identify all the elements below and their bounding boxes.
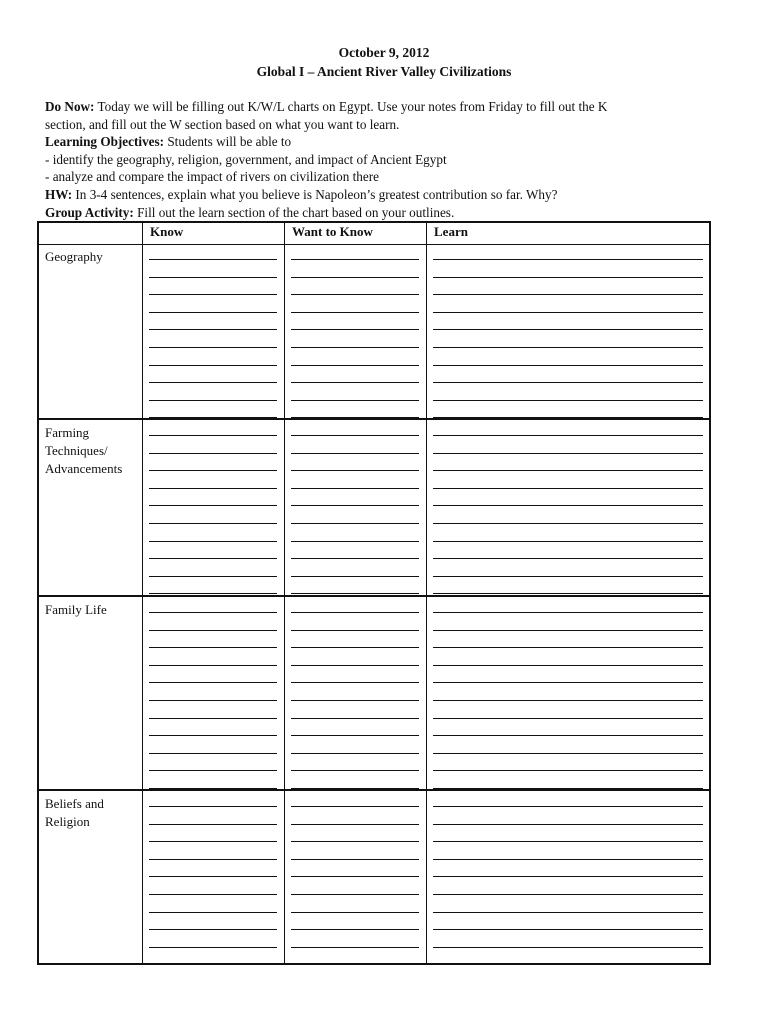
worksheet-date: October 9, 2012 [338,45,430,60]
writing-line [291,788,419,789]
writing-line [291,735,419,736]
writing-line [149,593,277,594]
writing-line [433,682,703,683]
writing-line [149,365,277,366]
writing-line [291,576,419,577]
writing-line [291,523,419,524]
writing-line [149,753,277,754]
writing-line [433,523,703,524]
writing-line [291,435,419,436]
homework-line [45,186,735,204]
objectives-text: Students will be able to [164,134,292,150]
group-activity-label: Group Activity: [45,204,134,220]
writing-line [291,770,419,771]
do-now-line [45,98,735,116]
writing-line [433,417,703,418]
writing-line [149,523,277,524]
writing-line [291,647,419,648]
writing-line [433,329,703,330]
writing-line [149,417,277,418]
section-geography [39,244,709,420]
homework-text: In 3-4 sentences, explain what you believe is Napoleon’s greatest contribution so far. Why? [72,186,558,202]
writing-line [433,612,703,613]
writing-line [291,365,419,366]
writing-line [433,859,703,860]
writing-line [149,841,277,842]
writing-line [433,558,703,559]
writing-line [291,665,419,666]
writing-line [433,929,703,930]
writing-line [149,488,277,489]
writing-line [291,294,419,295]
writing-line [291,259,419,260]
section-family-life [39,597,709,791]
writing-line [149,347,277,348]
writing-line [433,718,703,719]
writing-line [149,453,277,454]
group-activity-text: Fill out the learn section of the chart based on your outlines. [133,204,455,220]
writing-line [433,788,703,789]
writing-line [433,824,703,825]
worksheet-title: Global I – Ancient River Valley Civilizations [256,64,512,79]
kwl-chart [37,221,711,965]
writing-line [433,400,703,401]
writing-line [291,505,419,506]
writing-line [433,435,703,436]
writing-line [433,294,703,295]
writing-line [433,541,703,542]
writing-line [149,806,277,807]
writing-line [433,647,703,648]
writing-line [433,876,703,877]
writing-line [149,630,277,631]
writing-line [433,277,703,278]
writing-line [149,876,277,877]
writing-line [433,947,703,948]
writing-line [149,329,277,330]
column-header-learn: Learn [434,224,468,239]
section-label: Family Life [45,602,107,617]
writing-line [291,541,419,542]
writing-line [149,947,277,948]
writing-line [433,806,703,807]
writing-line [433,453,703,454]
section-label: Farming Techniques/ Advancements [45,425,123,476]
writing-line [149,312,277,313]
writing-line [433,770,703,771]
writing-line [433,347,703,348]
writing-line [433,665,703,666]
writing-line [291,453,419,454]
writing-line [149,682,277,683]
writing-line [291,329,419,330]
writing-line [291,682,419,683]
writing-line [291,558,419,559]
writing-line [291,806,419,807]
writing-line [149,718,277,719]
writing-line [149,470,277,471]
writing-line [291,312,419,313]
writing-line [433,912,703,913]
writing-line [149,859,277,860]
writing-line [149,665,277,666]
writing-line [291,859,419,860]
writing-line [149,894,277,895]
writing-line [149,647,277,648]
objective-item: - analyze and compare the impact of rivers on civilization there [45,169,379,185]
section-farming [39,420,709,597]
writing-line [149,382,277,383]
writing-line [291,417,419,418]
writing-line [291,382,419,383]
writing-line [291,488,419,489]
writing-line [291,824,419,825]
section-beliefs-religion [39,791,709,963]
chart-header-row [39,223,709,245]
writing-line [433,470,703,471]
homework-label: HW: [45,186,73,202]
writing-line [149,505,277,506]
writing-line [149,294,277,295]
writing-line [149,541,277,542]
writing-line [291,947,419,948]
writing-line [433,505,703,506]
writing-line [291,753,419,754]
writing-line [149,612,277,613]
writing-line [291,894,419,895]
writing-line [433,576,703,577]
writing-line [149,929,277,930]
writing-line [149,435,277,436]
writing-line [149,735,277,736]
writing-line [149,277,277,278]
writing-line [149,558,277,559]
writing-line [291,718,419,719]
instructions-block [45,98,735,221]
column-header-know: Know [150,224,184,239]
writing-line [291,912,419,913]
writing-line [433,593,703,594]
writing-line [291,470,419,471]
writing-line [433,735,703,736]
group-activity-line [45,204,735,222]
writing-line [291,876,419,877]
writing-line [149,259,277,260]
objectives-line [45,133,735,151]
do-now-text: Today we will be filling out K/W/L charts on Egypt. Use your notes from Friday to fill out the K [94,99,608,114]
writing-line [433,894,703,895]
writing-line [291,277,419,278]
writing-line [291,929,419,930]
writing-line [433,753,703,754]
writing-line [433,365,703,366]
writing-line [433,630,703,631]
writing-line [291,612,419,613]
writing-line [433,312,703,313]
writing-line [433,488,703,489]
writing-line [291,593,419,594]
writing-line [291,841,419,842]
writing-line [433,700,703,701]
writing-line [291,700,419,701]
writing-line [149,912,277,913]
writing-line [291,347,419,348]
writing-line [433,382,703,383]
section-label: Beliefs and Religion [45,796,104,829]
do-now-label: Do Now: [45,99,95,114]
writing-line [149,576,277,577]
column-header-want-to-know: Want to Know [292,224,373,239]
writing-line [149,770,277,771]
writing-line [433,841,703,842]
objectives-label: Learning Objectives: [45,134,165,150]
writing-line [149,400,277,401]
writing-line [291,630,419,631]
writing-line [149,700,277,701]
writing-line [291,400,419,401]
writing-line [149,788,277,789]
do-now-line-2: section, and fill out the W section based on what you want to learn. [45,116,400,132]
section-label: Geography [45,249,103,264]
writing-line [433,259,703,260]
objective-item: - identify the geography, religion, government, and impact of Ancient Egypt [45,151,447,167]
writing-line [149,824,277,825]
